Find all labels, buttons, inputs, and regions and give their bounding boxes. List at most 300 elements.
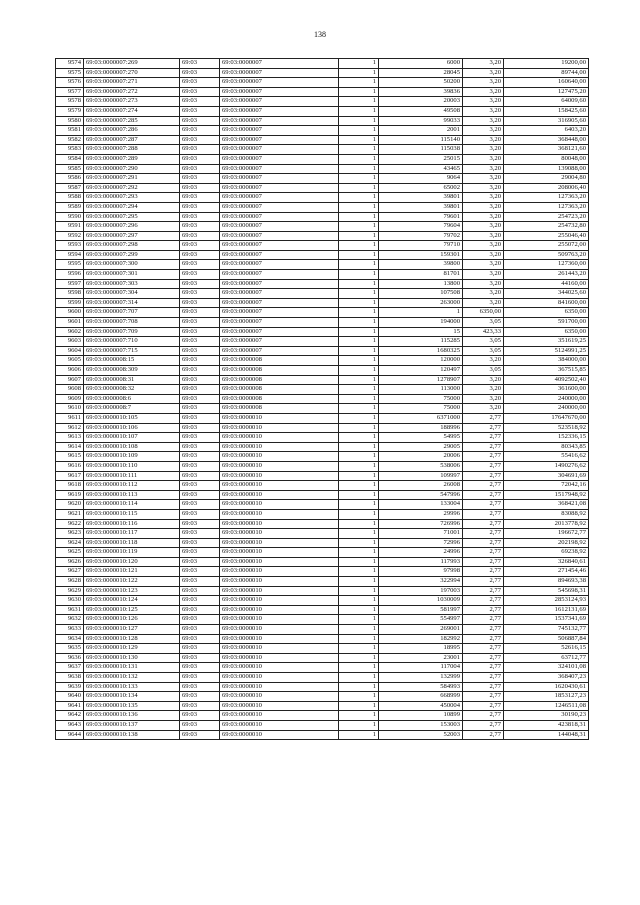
quarter-code-cell: 69:03:0000010: [220, 529, 339, 539]
count-cell: 1: [339, 375, 379, 385]
district-code-cell: 69:03: [180, 519, 220, 529]
cadastral-number-cell: 69:03:0000007:304: [84, 289, 180, 299]
count-cell: 1: [339, 625, 379, 635]
count-cell: 1: [339, 711, 379, 721]
row-index-cell: 9587: [56, 183, 84, 193]
rate-cell: 3,05: [463, 346, 504, 356]
table-row: [56, 394, 589, 404]
area-cell: 538006: [379, 461, 463, 471]
quarter-code-cell: 69:03:0000007: [220, 87, 339, 97]
quarter-code-cell: 69:03:0000008: [220, 394, 339, 404]
rate-cell: 2,77: [463, 596, 504, 606]
cadastral-value-cell: 64009,60: [504, 97, 589, 107]
rate-cell: 2,77: [463, 653, 504, 663]
row-index-cell: 9616: [56, 461, 84, 471]
district-code-cell: 69:03: [180, 625, 220, 635]
table-row: [56, 375, 589, 385]
table-row: [56, 461, 589, 471]
area-cell: 6000: [379, 59, 463, 69]
cadastral-value-cell: 52616,15: [504, 644, 589, 654]
quarter-code-cell: 69:03:0000010: [220, 538, 339, 548]
row-index-cell: 9607: [56, 375, 84, 385]
area-cell: 6371000: [379, 413, 463, 423]
cadastral-value-cell: 1490276,62: [504, 461, 589, 471]
area-cell: 43465: [379, 164, 463, 174]
cadastral-value-cell: 69238,92: [504, 548, 589, 558]
rate-cell: 3,20: [463, 164, 504, 174]
area-cell: 1030009: [379, 596, 463, 606]
count-cell: 1: [339, 500, 379, 510]
table-row: [56, 519, 589, 529]
count-cell: 1: [339, 538, 379, 548]
quarter-code-cell: 69:03:0000010: [220, 720, 339, 730]
row-index-cell: 9638: [56, 673, 84, 683]
district-code-cell: 69:03: [180, 413, 220, 423]
quarter-code-cell: 69:03:0000007: [220, 68, 339, 78]
cadastral-value-cell: 6350,00: [504, 308, 589, 318]
quarter-code-cell: 69:03:0000008: [220, 404, 339, 414]
district-code-cell: 69:03: [180, 174, 220, 184]
row-index-cell: 9626: [56, 557, 84, 567]
count-cell: 1: [339, 692, 379, 702]
district-code-cell: 69:03: [180, 87, 220, 97]
table-row: [56, 701, 589, 711]
cadastral-number-cell: 69:03:0000010:129: [84, 644, 180, 654]
count-cell: 1: [339, 644, 379, 654]
area-cell: 182992: [379, 634, 463, 644]
table-row: [56, 567, 589, 577]
district-code-cell: 69:03: [180, 673, 220, 683]
quarter-code-cell: 69:03:0000007: [220, 337, 339, 347]
quarter-code-cell: 69:03:0000007: [220, 145, 339, 155]
cadastral-number-cell: 69:03:0000007:274: [84, 106, 180, 116]
quarter-code-cell: 69:03:0000007: [220, 250, 339, 260]
quarter-code-cell: 69:03:0000008: [220, 375, 339, 385]
row-index-cell: 9644: [56, 730, 84, 740]
quarter-code-cell: 69:03:0000010: [220, 500, 339, 510]
district-code-cell: 69:03: [180, 116, 220, 126]
row-index-cell: 9637: [56, 663, 84, 673]
row-index-cell: 9620: [56, 500, 84, 510]
table-row: [56, 346, 589, 356]
area-cell: 24996: [379, 548, 463, 558]
rate-cell: 3,20: [463, 106, 504, 116]
table-row: [56, 308, 589, 318]
cadastral-value-cell: 6350,00: [504, 327, 589, 337]
rate-cell: 3,20: [463, 59, 504, 69]
count-cell: 1: [339, 68, 379, 78]
count-cell: 1: [339, 663, 379, 673]
cadastral-number-cell: 69:03:0000007:300: [84, 260, 180, 270]
count-cell: 1: [339, 653, 379, 663]
land-parcel-table: [55, 58, 589, 740]
cadastral-value-cell: 344025,60: [504, 289, 589, 299]
quarter-code-cell: 69:03:0000010: [220, 644, 339, 654]
table-row: [56, 241, 589, 251]
cadastral-number-cell: 69:03:0000010:107: [84, 433, 180, 443]
count-cell: 1: [339, 557, 379, 567]
district-code-cell: 69:03: [180, 711, 220, 721]
rate-cell: 2,77: [463, 413, 504, 423]
district-code-cell: 69:03: [180, 548, 220, 558]
quarter-code-cell: 69:03:0000010: [220, 461, 339, 471]
area-cell: 107508: [379, 289, 463, 299]
rate-cell: 2,77: [463, 625, 504, 635]
rate-cell: 3,20: [463, 193, 504, 203]
quarter-code-cell: 69:03:0000010: [220, 577, 339, 587]
rate-cell: 2,77: [463, 711, 504, 721]
table-row: [56, 222, 589, 232]
area-cell: 39801: [379, 193, 463, 203]
count-cell: 1: [339, 461, 379, 471]
table-row: [56, 337, 589, 347]
table-row: [56, 634, 589, 644]
row-index-cell: 9612: [56, 423, 84, 433]
area-cell: 71001: [379, 529, 463, 539]
cadastral-number-cell: 69:03:0000010:121: [84, 567, 180, 577]
area-cell: 10899: [379, 711, 463, 721]
table-row: [56, 644, 589, 654]
cadastral-number-cell: 69:03:0000010:124: [84, 596, 180, 606]
cadastral-value-cell: 304691,69: [504, 471, 589, 481]
count-cell: 1: [339, 548, 379, 558]
count-cell: 1: [339, 212, 379, 222]
rate-cell: 3,20: [463, 279, 504, 289]
row-index-cell: 9614: [56, 442, 84, 452]
rate-cell: 3,20: [463, 145, 504, 155]
area-cell: 115140: [379, 135, 463, 145]
count-cell: 1: [339, 346, 379, 356]
row-index-cell: 9641: [56, 701, 84, 711]
row-index-cell: 9599: [56, 298, 84, 308]
cadastral-number-cell: 69:03:0000010:110: [84, 461, 180, 471]
quarter-code-cell: 69:03:0000010: [220, 615, 339, 625]
quarter-code-cell: 69:03:0000007: [220, 78, 339, 88]
cadastral-number-cell: 69:03:0000010:127: [84, 625, 180, 635]
area-cell: 52003: [379, 730, 463, 740]
area-cell: 132999: [379, 673, 463, 683]
cadastral-value-cell: 202198,92: [504, 538, 589, 548]
count-cell: 1: [339, 59, 379, 69]
table-row: [56, 366, 589, 376]
district-code-cell: 69:03: [180, 270, 220, 280]
quarter-code-cell: 69:03:0000007: [220, 308, 339, 318]
cadastral-value-cell: 509763,20: [504, 250, 589, 260]
district-code-cell: 69:03: [180, 692, 220, 702]
table-row: [56, 673, 589, 683]
cadastral-number-cell: 69:03:0000010:113: [84, 490, 180, 500]
rate-cell: 3,20: [463, 126, 504, 136]
row-index-cell: 9596: [56, 270, 84, 280]
cadastral-number-cell: 69:03:0000007:269: [84, 59, 180, 69]
area-cell: 29005: [379, 442, 463, 452]
quarter-code-cell: 69:03:0000007: [220, 270, 339, 280]
row-index-cell: 9608: [56, 385, 84, 395]
cadastral-value-cell: 271454,46: [504, 567, 589, 577]
cadastral-number-cell: 69:03:0000008:7: [84, 404, 180, 414]
cadastral-value-cell: 368121,60: [504, 145, 589, 155]
area-cell: 97998: [379, 567, 463, 577]
row-index-cell: 9575: [56, 68, 84, 78]
district-code-cell: 69:03: [180, 567, 220, 577]
area-cell: 194000: [379, 318, 463, 328]
district-code-cell: 69:03: [180, 366, 220, 376]
rate-cell: 2,77: [463, 673, 504, 683]
cadastral-value-cell: 254732,80: [504, 222, 589, 232]
table-row: [56, 509, 589, 519]
cadastral-value-cell: 139088,00: [504, 164, 589, 174]
cadastral-value-cell: 4092502,40: [504, 375, 589, 385]
row-index-cell: 9615: [56, 452, 84, 462]
count-cell: 1: [339, 97, 379, 107]
rate-cell: 2,77: [463, 644, 504, 654]
count-cell: 1: [339, 634, 379, 644]
district-code-cell: 69:03: [180, 106, 220, 116]
area-cell: 322994: [379, 577, 463, 587]
rate-cell: 3,20: [463, 78, 504, 88]
area-cell: 75000: [379, 404, 463, 414]
cadastral-number-cell: 69:03:0000010:122: [84, 577, 180, 587]
row-index-cell: 9622: [56, 519, 84, 529]
cadastral-number-cell: 69:03:0000007:271: [84, 78, 180, 88]
row-index-cell: 9578: [56, 97, 84, 107]
cadastral-value-cell: 367515,85: [504, 366, 589, 376]
district-code-cell: 69:03: [180, 394, 220, 404]
rate-cell: 2,77: [463, 519, 504, 529]
district-code-cell: 69:03: [180, 145, 220, 155]
district-code-cell: 69:03: [180, 442, 220, 452]
cadastral-number-cell: 69:03:0000007:709: [84, 327, 180, 337]
rate-cell: 3,20: [463, 97, 504, 107]
district-code-cell: 69:03: [180, 471, 220, 481]
cadastral-value-cell: 30190,23: [504, 711, 589, 721]
cadastral-number-cell: 69:03:0000010:125: [84, 605, 180, 615]
quarter-code-cell: 69:03:0000007: [220, 298, 339, 308]
rate-cell: 3,20: [463, 68, 504, 78]
rate-cell: 2,77: [463, 682, 504, 692]
district-code-cell: 69:03: [180, 509, 220, 519]
row-index-cell: 9595: [56, 260, 84, 270]
area-cell: 79702: [379, 231, 463, 241]
cadastral-value-cell: 361600,00: [504, 385, 589, 395]
count-cell: 1: [339, 673, 379, 683]
cadastral-number-cell: 69:03:0000010:132: [84, 673, 180, 683]
area-cell: 1278907: [379, 375, 463, 385]
table-row: [56, 596, 589, 606]
cadastral-value-cell: 127475,20: [504, 87, 589, 97]
area-cell: 2001: [379, 126, 463, 136]
row-index-cell: 9600: [56, 308, 84, 318]
quarter-code-cell: 69:03:0000010: [220, 701, 339, 711]
cadastral-value-cell: 196672,77: [504, 529, 589, 539]
district-code-cell: 69:03: [180, 644, 220, 654]
rate-cell: 3,05: [463, 337, 504, 347]
rate-cell: 3,20: [463, 174, 504, 184]
district-code-cell: 69:03: [180, 586, 220, 596]
table-row: [56, 615, 589, 625]
row-index-cell: 9580: [56, 116, 84, 126]
area-cell: 581997: [379, 605, 463, 615]
cadastral-value-cell: 80048,00: [504, 154, 589, 164]
row-index-cell: 9610: [56, 404, 84, 414]
cadastral-value-cell: 2853124,93: [504, 596, 589, 606]
district-code-cell: 69:03: [180, 490, 220, 500]
cadastral-value-cell: 351619,25: [504, 337, 589, 347]
table-row: [56, 298, 589, 308]
cadastral-value-cell: 127360,00: [504, 260, 589, 270]
rate-cell: 2,77: [463, 433, 504, 443]
area-cell: 79710: [379, 241, 463, 251]
rate-cell: 2,77: [463, 577, 504, 587]
quarter-code-cell: 69:03:0000010: [220, 452, 339, 462]
cadastral-value-cell: 523518,92: [504, 423, 589, 433]
cadastral-number-cell: 69:03:0000007:715: [84, 346, 180, 356]
district-code-cell: 69:03: [180, 701, 220, 711]
row-index-cell: 9613: [56, 433, 84, 443]
cadastral-number-cell: 69:03:0000007:286: [84, 126, 180, 136]
rate-cell: 3,20: [463, 260, 504, 270]
rate-cell: 2,77: [463, 538, 504, 548]
cadastral-value-cell: 255046,40: [504, 231, 589, 241]
quarter-code-cell: 69:03:0000007: [220, 318, 339, 328]
table-row: [56, 548, 589, 558]
cadastral-value-cell: 591700,00: [504, 318, 589, 328]
rate-cell: 2,77: [463, 720, 504, 730]
district-code-cell: 69:03: [180, 241, 220, 251]
cadastral-value-cell: 1517948,92: [504, 490, 589, 500]
district-code-cell: 69:03: [180, 452, 220, 462]
cadastral-number-cell: 69:03:0000010:123: [84, 586, 180, 596]
count-cell: 1: [339, 433, 379, 443]
cadastral-value-cell: 80343,85: [504, 442, 589, 452]
area-cell: 9064: [379, 174, 463, 184]
table-row: [56, 145, 589, 155]
quarter-code-cell: 69:03:0000010: [220, 442, 339, 452]
area-cell: 15: [379, 327, 463, 337]
table-row: [56, 78, 589, 88]
cadastral-number-cell: 69:03:0000007:301: [84, 270, 180, 280]
quarter-code-cell: 69:03:0000010: [220, 548, 339, 558]
cadastral-number-cell: 69:03:0000007:303: [84, 279, 180, 289]
cadastral-value-cell: 326840,61: [504, 557, 589, 567]
row-index-cell: 9611: [56, 413, 84, 423]
rate-cell: 2,77: [463, 471, 504, 481]
district-code-cell: 69:03: [180, 250, 220, 260]
table-row: [56, 270, 589, 280]
area-cell: 81701: [379, 270, 463, 280]
rate-cell: 423,33: [463, 327, 504, 337]
cadastral-value-cell: 1246511,08: [504, 701, 589, 711]
quarter-code-cell: 69:03:0000007: [220, 222, 339, 232]
rate-cell: 2,77: [463, 423, 504, 433]
table-row: [56, 653, 589, 663]
cadastral-number-cell: 69:03:0000010:126: [84, 615, 180, 625]
quarter-code-cell: 69:03:0000008: [220, 366, 339, 376]
area-cell: 49508: [379, 106, 463, 116]
district-code-cell: 69:03: [180, 557, 220, 567]
area-cell: 554997: [379, 615, 463, 625]
table-row: [56, 183, 589, 193]
cadastral-value-cell: 158425,60: [504, 106, 589, 116]
quarter-code-cell: 69:03:0000007: [220, 135, 339, 145]
cadastral-number-cell: 69:03:0000007:272: [84, 87, 180, 97]
row-index-cell: 9629: [56, 586, 84, 596]
quarter-code-cell: 69:03:0000010: [220, 682, 339, 692]
row-index-cell: 9602: [56, 327, 84, 337]
count-cell: 1: [339, 78, 379, 88]
rate-cell: 3,20: [463, 222, 504, 232]
area-cell: 75000: [379, 394, 463, 404]
table-row: [56, 212, 589, 222]
area-cell: 72996: [379, 538, 463, 548]
rate-cell: 3,20: [463, 116, 504, 126]
row-index-cell: 9574: [56, 59, 84, 69]
rate-cell: 2,77: [463, 481, 504, 491]
count-cell: 1: [339, 490, 379, 500]
quarter-code-cell: 69:03:0000008: [220, 385, 339, 395]
quarter-code-cell: 69:03:0000008: [220, 356, 339, 366]
quarter-code-cell: 69:03:0000007: [220, 202, 339, 212]
quarter-code-cell: 69:03:0000007: [220, 279, 339, 289]
row-index-cell: 9623: [56, 529, 84, 539]
cadastral-number-cell: 69:03:0000007:298: [84, 241, 180, 251]
district-code-cell: 69:03: [180, 298, 220, 308]
area-cell: 117993: [379, 557, 463, 567]
count-cell: 1: [339, 174, 379, 184]
cadastral-number-cell: 69:03:0000010:109: [84, 452, 180, 462]
count-cell: 1: [339, 471, 379, 481]
cadastral-number-cell: 69:03:0000010:137: [84, 720, 180, 730]
area-cell: 113000: [379, 385, 463, 395]
row-index-cell: 9639: [56, 682, 84, 692]
district-code-cell: 69:03: [180, 500, 220, 510]
cadastral-number-cell: 69:03:0000007:295: [84, 212, 180, 222]
table-row: [56, 289, 589, 299]
table-row: [56, 106, 589, 116]
count-cell: 1: [339, 413, 379, 423]
quarter-code-cell: 69:03:0000007: [220, 212, 339, 222]
table-row: [56, 605, 589, 615]
district-code-cell: 69:03: [180, 308, 220, 318]
count-cell: 1: [339, 87, 379, 97]
row-index-cell: 9628: [56, 577, 84, 587]
row-index-cell: 9603: [56, 337, 84, 347]
district-code-cell: 69:03: [180, 346, 220, 356]
quarter-code-cell: 69:03:0000010: [220, 423, 339, 433]
cadastral-value-cell: 72042,16: [504, 481, 589, 491]
district-code-cell: 69:03: [180, 404, 220, 414]
cadastral-number-cell: 69:03:0000007:288: [84, 145, 180, 155]
district-code-cell: 69:03: [180, 97, 220, 107]
table-row: [56, 490, 589, 500]
cadastral-value-cell: 384000,00: [504, 356, 589, 366]
cadastral-number-cell: 69:03:0000008:6: [84, 394, 180, 404]
rate-cell: 3,20: [463, 298, 504, 308]
quarter-code-cell: 69:03:0000007: [220, 241, 339, 251]
cadastral-value-cell: 144048,31: [504, 730, 589, 740]
table-row: [56, 231, 589, 241]
page-number: 138: [314, 30, 326, 39]
count-cell: 1: [339, 106, 379, 116]
cadastral-value-cell: 5124991,25: [504, 346, 589, 356]
table-row: [56, 586, 589, 596]
quarter-code-cell: 69:03:0000007: [220, 260, 339, 270]
count-cell: 1: [339, 615, 379, 625]
cadastral-value-cell: 63712,77: [504, 653, 589, 663]
rate-cell: 2,77: [463, 701, 504, 711]
district-code-cell: 69:03: [180, 605, 220, 615]
row-index-cell: 9582: [56, 135, 84, 145]
